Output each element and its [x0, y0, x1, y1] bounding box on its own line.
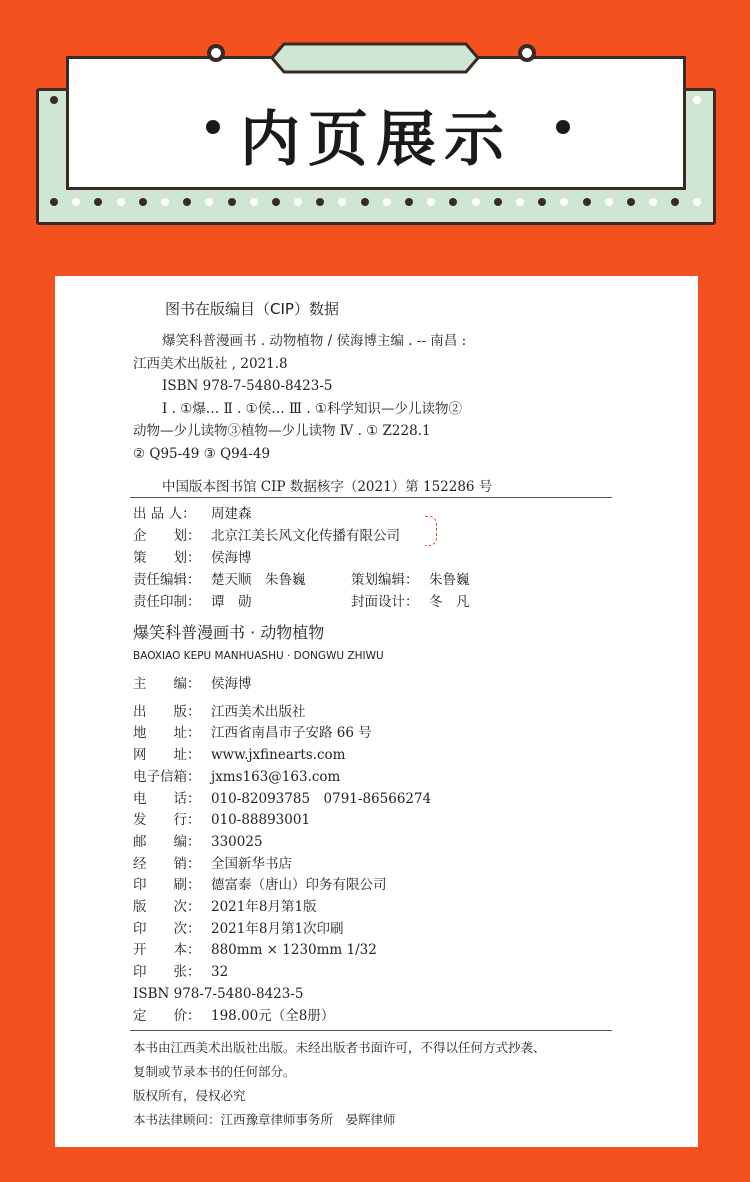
banner: [0, 0, 750, 240]
note-line: 本书法律顾问：江西豫章律师事务所 晏辉律师: [133, 1112, 396, 1127]
info-row: [133, 767, 613, 789]
credits-block: [133, 503, 613, 613]
decor-dot: [50, 198, 58, 206]
decor-dot: [605, 198, 613, 206]
note-line: 本书由江西美术出版社出版。未经出版者书面许可，不得以任何方式抄袭、: [133, 1040, 546, 1055]
info-value: 32: [211, 964, 229, 981]
credit-row: [133, 591, 613, 613]
decor-dot: [649, 198, 657, 206]
credit-row: [133, 503, 613, 525]
info-value: ISBN 978-7-5480-8423-5: [133, 985, 304, 1002]
decor-dot: [494, 198, 502, 206]
decor-dot: [449, 198, 457, 206]
info-value: jxms163@163.com: [211, 768, 341, 785]
copyright-page: [55, 276, 698, 1147]
credit-label: 策 划：: [133, 550, 201, 566]
banner-dots-bottom: [50, 198, 716, 206]
book-title-cn: 爆笑科普漫画书 · 动物植物: [133, 623, 325, 642]
decor-dot: [560, 198, 568, 206]
book-title-pinyin: BAOXIAO KEPU MANHUASHU · DONGWU ZHIWU: [133, 650, 384, 662]
credit-value: 朱鲁巍: [429, 572, 470, 588]
credit-value: 楚天顺 朱鲁巍: [211, 572, 306, 588]
info-row: [133, 962, 613, 984]
info-row: [133, 674, 613, 696]
credit-label: 责任印制：: [133, 594, 201, 610]
info-label: 印 张：: [133, 964, 201, 981]
decor-dot: [94, 198, 102, 206]
credit-label: 出 品 人：: [133, 506, 196, 522]
cip-block: [133, 330, 553, 465]
info-label: 印 次：: [133, 920, 201, 937]
decor-dot: [117, 198, 125, 206]
info-value: 全国新华书店: [211, 855, 292, 872]
cip-heading: 图书在版编目（CIP）数据: [165, 300, 339, 318]
decor-dot: [693, 198, 701, 206]
info-label: 电子信箱：: [133, 768, 201, 785]
banner-peg-left: [207, 44, 225, 62]
cip-line: ISBN 978-7-5480-8423-5: [162, 378, 333, 394]
decor-dot: [516, 198, 524, 206]
info-label: 发 行：: [133, 812, 201, 829]
info-value: 880mm × 1230mm 1/32: [211, 942, 377, 959]
decor-dot: [294, 198, 302, 206]
info-value: 德富泰（唐山）印务有限公司: [211, 877, 387, 894]
decor-dot: [205, 198, 213, 206]
decor-dot: [671, 198, 679, 206]
info-label: 主 编：: [133, 676, 201, 692]
info-row: [133, 854, 613, 876]
cip-line: 动物—少儿读物③植物—少儿读物 Ⅳ . ① Z228.1: [133, 423, 431, 439]
info-label: 邮 编：: [133, 833, 201, 850]
decor-dot: [50, 96, 58, 104]
credit-value: 冬 凡: [429, 594, 470, 610]
info-value: 侯海博: [211, 676, 252, 692]
cip-line: ② Q95-49 ③ Q94-49: [133, 445, 271, 462]
info-label: 地 址：: [133, 725, 201, 742]
decor-dot: [316, 198, 324, 206]
info-row: [133, 919, 613, 941]
decor-dot: [72, 198, 80, 206]
publication-info: [133, 674, 613, 1027]
banner-title: 内页展示: [240, 105, 512, 175]
info-value: 198.00元（全8册）: [211, 1007, 335, 1024]
info-row: [133, 723, 613, 745]
credit-value: 北京江美长风文化传播有限公司: [211, 528, 400, 544]
info-label: 版 次：: [133, 899, 201, 916]
decor-dot: [627, 198, 635, 206]
decor-dot: [183, 198, 191, 206]
info-row: [133, 984, 613, 1006]
credit-row: [133, 525, 613, 547]
credit-value: 谭 勋: [211, 594, 252, 610]
info-label: 经 销：: [133, 855, 201, 872]
divider: [130, 1030, 612, 1031]
decor-dot: [139, 198, 147, 206]
banner-tab-shape: [270, 42, 480, 74]
note-line: 版权所有，侵权必究: [133, 1088, 246, 1103]
decor-dot: [693, 96, 701, 104]
info-label: 开 本：: [133, 942, 201, 959]
decor-dot: [338, 198, 346, 206]
info-row: [133, 897, 613, 919]
decor-dot: [405, 198, 413, 206]
credit-label: 企 划：: [133, 528, 201, 544]
decor-dot: [538, 198, 546, 206]
info-row: [133, 702, 613, 724]
cip-check-number: 中国版本图书馆 CIP 数据核字（2021）第 152286 号: [162, 479, 493, 495]
decor-dot: [228, 198, 236, 206]
info-row: [133, 745, 613, 767]
decor-dot: [583, 198, 591, 206]
cip-line: 爆笑科普漫画书 . 动物植物 / 侯海博主编 . -- 南昌 :: [162, 333, 467, 349]
info-row: [133, 789, 613, 811]
info-label: 印 刷：: [133, 877, 201, 894]
credit-row: [133, 547, 613, 569]
info-value: 010-88893001: [211, 812, 311, 829]
info-value: 330025: [211, 833, 263, 850]
credit-label: 封面设计：: [351, 594, 419, 610]
info-label: 出 版：: [133, 703, 201, 720]
credit-row: [133, 569, 613, 591]
info-value: 2021年8月第1版: [211, 899, 317, 916]
info-row: [133, 810, 613, 832]
info-row: [133, 1006, 613, 1028]
info-label: 网 址：: [133, 747, 201, 764]
cip-line: Ⅰ . ①爆… Ⅱ . ①侯… Ⅲ . ①科学知识—少儿读物②: [162, 400, 463, 417]
info-label: 定 价：: [133, 1007, 201, 1024]
credit-label: 责任编辑：: [133, 572, 201, 588]
decor-dot: [361, 198, 369, 206]
cip-line: 江西美术出版社 , 2021.8: [133, 355, 288, 372]
info-value: 010-82093785 0791-86566274: [211, 790, 432, 807]
seal-mark: [425, 516, 437, 546]
decor-dot: [427, 198, 435, 206]
info-label: 电 话：: [133, 790, 201, 807]
decor-dot: [272, 198, 280, 206]
credit-value: 侯海博: [211, 550, 252, 566]
info-row: [133, 832, 613, 854]
decor-dot: [383, 198, 391, 206]
divider: [130, 497, 612, 498]
notes-block: [133, 1036, 633, 1132]
credit-label: 策划编辑：: [351, 572, 419, 588]
info-value: 江西美术出版社: [211, 703, 306, 720]
info-value: 2021年8月第1次印刷: [211, 920, 344, 937]
info-value: www.jxfinearts.com: [211, 747, 346, 764]
info-value: 江西省南昌市子安路 66 号: [211, 725, 372, 742]
credit-value: 周建森: [211, 506, 252, 522]
decor-dot: [250, 198, 258, 206]
banner-peg-right: [518, 44, 536, 62]
info-row: [133, 940, 613, 962]
info-row: [133, 875, 613, 897]
note-line: 复制或节录本书的任何部分。: [133, 1064, 296, 1079]
decor-dot: [161, 198, 169, 206]
decor-dot: [472, 198, 480, 206]
